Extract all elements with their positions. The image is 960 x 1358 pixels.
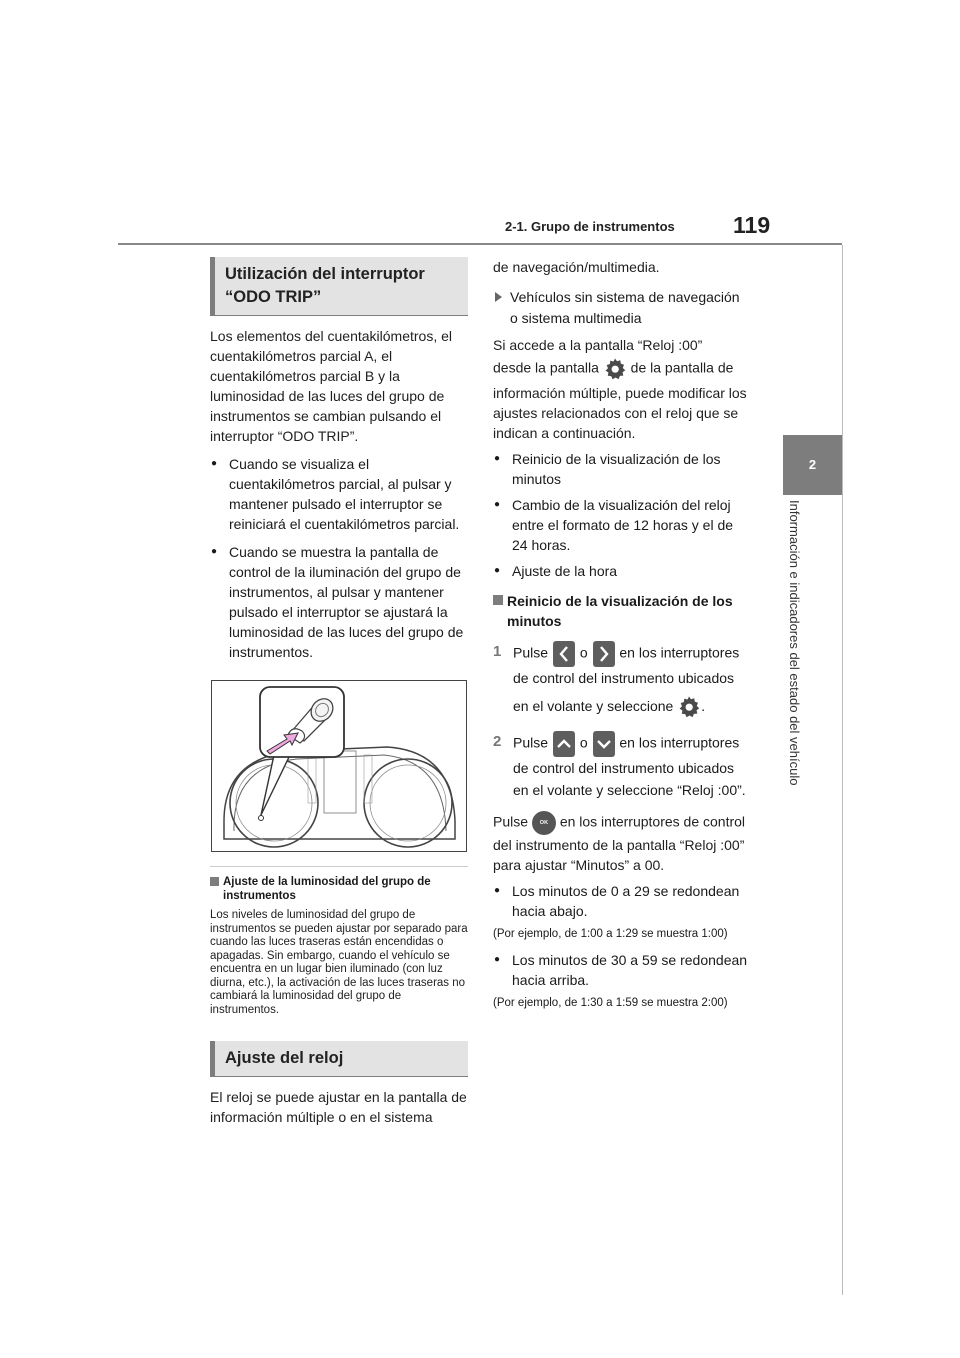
section-heading-odo-trip: Utilización del interruptor “ODO TRIP” (210, 257, 468, 316)
bullet-round-up: ● Los minutos de 30 a 59 se redondean hacia arriba. (493, 950, 749, 990)
bullet-round-down: ● Los minutos de 0 a 29 se redondean hacia abajo. (493, 881, 749, 921)
small-heading-brightness: Ajuste de la luminosidad del grupo de instrumentos (210, 875, 468, 903)
clock-intro-continued: de navegación/multimedia. (493, 259, 660, 275)
ok-instruction: Pulse OK en los interruptores de control del instrumento de la pantalla “Reloj :00” para ajustar “Minutos” a 00. (493, 811, 749, 875)
step-2: 2 Pulse o en los interruptores de control del instrumento ubicados en el volante y seleccione “Reloj :00”. (493, 733, 746, 799)
instrument-cluster-figure (211, 680, 467, 852)
example-round-down: (Por ejemplo, de 1:00 a 1:29 se muestra 1:00) (493, 928, 728, 941)
access-line-3: información múltiple, puede modificar los ajustes relacionados con el reloj que se indican a continuación. (493, 385, 747, 441)
bullet-reset-minutes: ● Reinicio de la visualización de los minutos (493, 449, 749, 489)
clock-intro: El reloj se puede ajustar en la pantalla de información múltiple o en el sistema (210, 1089, 467, 1125)
ok-button-icon: OK (532, 811, 556, 835)
example-round-up: (Por ejemplo, de 1:30 a 1:59 se muestra 2:00) (493, 997, 728, 1010)
instrument-cluster-illustration (212, 681, 466, 851)
section-heading-clock: Ajuste del reloj (210, 1041, 468, 1077)
access-line-2: desde la pantalla de la pantalla de (493, 357, 749, 381)
sub-heading-reset-minutes: Reinicio de la visualización de los minutos (493, 591, 749, 631)
bullet-12-24h: ● Cambio de la visualización del reloj entre el formato de 12 horas y el de 24 horas. (493, 495, 749, 555)
gear-icon (677, 695, 701, 719)
bullet-set-time: ● Ajuste de la hora (493, 561, 749, 581)
chevron-down-icon (593, 731, 615, 757)
chevron-up-icon (553, 731, 575, 757)
bullet-brightness: ● Cuando se muestra la pantalla de control de la iluminación del grupo de instrumentos, al pulsar y mantener pulsado el interruptor se ajustará la luminosidad de las luces del grupo de instrumentos. (210, 542, 468, 662)
chevron-right-icon (593, 641, 615, 667)
page-number: 119 (733, 212, 771, 238)
arrow-item-no-nav: Vehículos sin sistema de navegación o sistema multimedia (493, 287, 749, 329)
odo-trip-intro: Los elementos del cuentakilómetros, el cuentakilómetros parcial A, el cuentakilómetros parcial B y la luminosidad de las luces del grupo de instrumentos se cambian pulsando el interruptor “ODO TRIP”. (210, 328, 453, 444)
gear-icon (603, 357, 627, 381)
bullet-reset-trip: ● Cuando se visualiza el cuentakilómetros parcial, al pulsar y mantener pulsado el interruptor se reiniciará el cuentakilómetros parcial. (210, 454, 468, 534)
access-line-1: Si accede a la pantalla “Reloj :00” (493, 337, 703, 353)
brightness-note: Los niveles de luminosidad del grupo de instrumentos se pueden ajustar por separado para cuando las luces traseras están encendidas o apagadas. Sin embargo, cuando el vehículo se encuentra en un lugar bien iluminado (con luz diurna, etc.), la activación de las luces traseras no cambiará la luminosidad del grupo de instrumentos. (210, 909, 468, 1016)
side-tab-number: 2 (783, 435, 842, 495)
right-column (493, 257, 749, 1013)
left-column (210, 257, 468, 1127)
header-rule (118, 243, 842, 245)
page-header-section: 2-1. Grupo de instrumentos (505, 219, 675, 234)
step-1: 1 Pulse o en los interruptores de control del instrumento ubicados en el volante y seleccione . (493, 641, 749, 719)
side-tab-line (842, 245, 843, 1295)
chevron-left-icon (553, 641, 575, 667)
